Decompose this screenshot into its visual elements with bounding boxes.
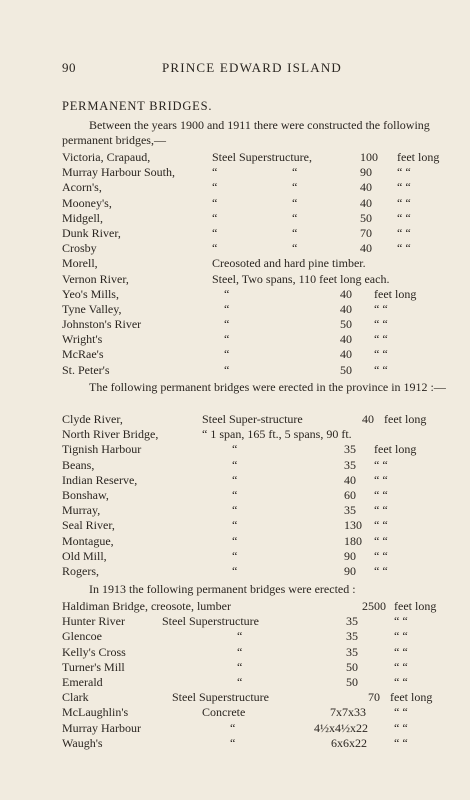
bridge-type: Steel Superstructure,	[212, 150, 312, 164]
bridge-row	[62, 211, 446, 226]
bridge-type: “	[224, 362, 230, 377]
bridge-type: Concrete	[202, 705, 246, 720]
bridge-row	[62, 549, 446, 564]
bridge-row	[62, 736, 446, 751]
bridge-unit: “ “	[374, 533, 388, 548]
bridge-name: Kelly's Cross	[62, 644, 126, 659]
bridge-name: Clark	[62, 690, 89, 705]
bridge-unit: “ “	[394, 674, 408, 689]
bridge-unit: “ “	[394, 735, 408, 750]
bridge-row	[62, 458, 446, 473]
bridge-length: 40	[340, 301, 352, 316]
bridge-unit: “ “	[374, 301, 388, 316]
bridge-length: 40	[340, 286, 352, 301]
bridge-name: Dunk River,	[62, 225, 121, 240]
bridge-type-ditto: “	[292, 180, 298, 195]
bridge-name: Crosby	[62, 241, 97, 256]
bridge-length: 50	[340, 317, 352, 332]
bridge-type: “	[230, 735, 236, 750]
bridge-name: Wright's	[62, 332, 103, 347]
bridge-unit: “ “	[374, 362, 388, 377]
bridge-type: “	[212, 241, 218, 256]
bridge-unit: “ “	[394, 720, 408, 735]
bridge-unit: feet long	[374, 442, 417, 457]
intro-paragraph-1913: In 1913 the following permanent bridges were erected :	[89, 582, 356, 596]
bridge-unit: “ “	[394, 659, 408, 674]
bridge-length: 90	[344, 548, 356, 563]
bridge-type: “	[224, 286, 230, 301]
bridge-row	[62, 332, 446, 347]
bridge-row	[62, 660, 446, 675]
bridge-type: “	[224, 347, 230, 362]
bridge-type: “	[212, 210, 218, 225]
bridge-type: “	[232, 442, 238, 457]
bridge-length: 40	[360, 195, 372, 210]
section-heading: PERMANENT BRIDGES.	[62, 99, 213, 113]
bridge-length: 40	[344, 472, 356, 487]
bridge-row	[62, 317, 446, 332]
bridge-name: Morell,	[62, 256, 98, 271]
bridge-row	[62, 287, 446, 302]
bridge-type: “	[224, 301, 230, 316]
bridge-unit: “ “	[374, 332, 388, 347]
bridge-name: Montague,	[62, 533, 114, 548]
intro-paragraph-1900: Between the years 1900 and 1911 there were constructed the following permanent bridges,—	[62, 118, 430, 147]
bridge-row	[62, 165, 446, 180]
bridge-unit: “ “	[374, 487, 388, 502]
bridge-name: Turner's Mill	[62, 659, 125, 674]
bridge-unit: “ “	[374, 317, 388, 332]
bridge-row	[62, 226, 446, 241]
bridge-unit: feet long	[397, 150, 440, 164]
bridge-row	[62, 272, 446, 287]
bridge-name: Rogers,	[62, 563, 99, 578]
bridge-type: Steel Superstructure	[162, 614, 259, 629]
bridge-row	[62, 241, 446, 256]
bridge-length: 180	[344, 533, 362, 548]
bridge-type: “	[237, 674, 243, 689]
bridge-unit: “ “	[394, 629, 408, 644]
bridge-unit: “ “	[374, 518, 388, 533]
bridge-type: “	[232, 457, 238, 472]
bridge-type: “	[232, 472, 238, 487]
bridge-unit: feet long	[384, 412, 427, 426]
bridge-unit: “ “	[394, 705, 408, 720]
bridge-type: Creosoted and hard pine timber.	[212, 256, 366, 271]
bridge-name: Clyde River,	[62, 412, 123, 426]
bridge-name: Glencoe	[62, 629, 102, 644]
bridge-row	[62, 150, 446, 165]
bridge-row	[62, 488, 446, 503]
bridge-length: 35	[344, 442, 356, 457]
bridge-row	[62, 645, 446, 660]
bridge-type: “	[237, 644, 243, 659]
bridge-unit: feet long	[394, 599, 437, 613]
running-head: PRINCE EDWARD ISLAND	[162, 60, 342, 75]
bridge-type: Steel Superstructure	[172, 690, 269, 705]
bridge-length: 7x7x33	[330, 705, 366, 720]
bridge-name: Hunter River	[62, 614, 125, 629]
bridge-row	[62, 347, 446, 362]
bridge-name: Acorn's,	[62, 180, 102, 195]
bridge-row	[62, 503, 446, 518]
bridge-type: Steel Super-structure	[202, 412, 303, 426]
bridge-row	[62, 363, 446, 378]
bridge-length: 35	[344, 503, 356, 518]
bridge-row	[62, 427, 446, 442]
bridge-name: Yeo's Mills,	[62, 286, 119, 301]
bridge-type-ditto: “	[292, 195, 298, 210]
intro-paragraph-1912: The following permanent bridges were erected in the province in 1912 :—	[89, 380, 446, 394]
bridge-unit: “ “	[374, 548, 388, 563]
bridge-row	[62, 302, 446, 317]
bridge-length: 35	[346, 629, 358, 644]
bridge-type-ditto: “	[292, 210, 298, 225]
bridge-type: “	[230, 720, 236, 735]
bridge-name: Bonshaw,	[62, 487, 109, 502]
bridge-name: Tignish Harbour	[62, 442, 142, 457]
bridge-length: 50	[360, 210, 372, 225]
bridge-type: “	[212, 195, 218, 210]
page-header	[62, 60, 442, 78]
bridge-type: “	[232, 487, 238, 502]
bridge-unit: “ “	[374, 347, 388, 362]
bridge-name: Murray,	[62, 503, 101, 518]
bridge-type: “	[232, 563, 238, 578]
bridge-name: Tyne Valley,	[62, 301, 122, 316]
bridge-name: Beans,	[62, 457, 95, 472]
bridge-length: 50	[346, 674, 358, 689]
bridge-unit: feet long	[390, 690, 433, 705]
bridge-unit: “ “	[397, 165, 411, 180]
bridge-row	[62, 518, 446, 533]
bridge-length: 6x6x22	[331, 735, 367, 750]
bridge-type-ditto: “	[292, 165, 298, 180]
bridge-type: “	[212, 165, 218, 180]
bridge-name: Mooney's,	[62, 195, 112, 210]
bridge-row	[62, 196, 446, 211]
bridge-length: 40	[340, 347, 352, 362]
bridge-row	[62, 412, 446, 427]
bridge-name: Victoria, Crapaud,	[62, 150, 151, 164]
bridge-name: Haldiman Bridge, creosote, lumber	[62, 599, 231, 613]
bridge-unit: feet long	[374, 286, 417, 301]
bridge-length: 50	[340, 362, 352, 377]
bridge-unit: “ “	[374, 503, 388, 518]
bridge-unit: “ “	[397, 210, 411, 225]
bridge-unit: “ “	[397, 241, 411, 256]
bridge-unit: “ “	[397, 195, 411, 210]
bridge-length: 50	[346, 659, 358, 674]
bridge-type: “	[232, 503, 238, 518]
bridge-unit: “ “	[374, 472, 388, 487]
bridge-length: 130	[344, 518, 362, 533]
bridge-row	[62, 599, 446, 614]
bridge-unit: “ “	[397, 180, 411, 195]
bridge-name: Indian Reserve,	[62, 472, 138, 487]
bridge-length: 35	[344, 457, 356, 472]
bridge-name: Waugh's	[62, 735, 103, 750]
bridge-length: 90	[360, 165, 372, 180]
bridge-type: “	[212, 180, 218, 195]
bridge-name: Old Mill,	[62, 548, 107, 563]
bridge-length: 70	[360, 225, 372, 240]
bridges-table-1912	[62, 412, 446, 579]
bridge-length: 2500	[362, 599, 386, 613]
bridge-row	[62, 614, 446, 629]
bridge-name: Murray Harbour	[62, 720, 141, 735]
bridge-type: “	[232, 548, 238, 563]
bridge-type: “	[224, 317, 230, 332]
bridge-length: 4½x4½x22	[314, 720, 368, 735]
bridge-row	[62, 690, 446, 705]
bridge-row	[62, 721, 446, 736]
bridge-length: 90	[344, 563, 356, 578]
bridge-row	[62, 705, 446, 720]
bridge-row	[62, 534, 446, 549]
bridge-name: Midgell,	[62, 210, 103, 225]
bridge-name: McLaughlin's	[62, 705, 129, 720]
bridge-row	[62, 675, 446, 690]
bridge-unit: “ “	[397, 225, 411, 240]
bridge-row	[62, 473, 446, 488]
bridge-length: 40	[360, 241, 372, 256]
bridge-length: 60	[344, 487, 356, 502]
bridge-type: “	[232, 533, 238, 548]
bridge-row	[62, 442, 446, 457]
bridge-row	[62, 629, 446, 644]
bridge-length: 35	[346, 614, 358, 629]
bridge-row	[62, 564, 446, 579]
bridge-type: “ 1 span, 165 ft., 5 spans, 90 ft.	[202, 427, 352, 442]
bridge-type: “	[212, 225, 218, 240]
bridge-unit: “ “	[394, 614, 408, 629]
bridge-row	[62, 180, 446, 195]
bridge-length: 40	[340, 332, 352, 347]
bridge-type-ditto: “	[292, 241, 298, 256]
bridge-name: Seal River,	[62, 518, 115, 533]
bridge-type: “	[237, 629, 243, 644]
bridge-type: “	[232, 518, 238, 533]
bridge-length: 70	[368, 690, 380, 705]
bridge-name: Emerald	[62, 674, 103, 689]
bridge-type: Steel, Two spans, 110 feet long each.	[212, 271, 390, 286]
bridge-unit: “ “	[374, 563, 388, 578]
bridge-name: Vernon River,	[62, 271, 129, 286]
bridge-name: Murray Harbour South,	[62, 165, 175, 180]
page-number: 90	[62, 60, 76, 75]
bridge-name: McRae's	[62, 347, 104, 362]
bridge-length: 35	[346, 644, 358, 659]
bridge-length: 40	[362, 412, 374, 426]
bridge-length: 100	[360, 150, 378, 164]
bridge-length: 40	[360, 180, 372, 195]
bridge-unit: “ “	[394, 644, 408, 659]
bridges-table-1913	[62, 599, 446, 751]
bridges-table-1900-1911	[62, 150, 446, 378]
bridge-row	[62, 256, 446, 271]
bridge-type: “	[224, 332, 230, 347]
bridge-type: “	[237, 659, 243, 674]
bridge-name: North River Bridge,	[62, 427, 159, 442]
bridge-name: Johnston's River	[62, 317, 142, 332]
bridge-name: St. Peter's	[62, 362, 110, 377]
bridge-unit: “ “	[374, 457, 388, 472]
bridge-type-ditto: “	[292, 225, 298, 240]
